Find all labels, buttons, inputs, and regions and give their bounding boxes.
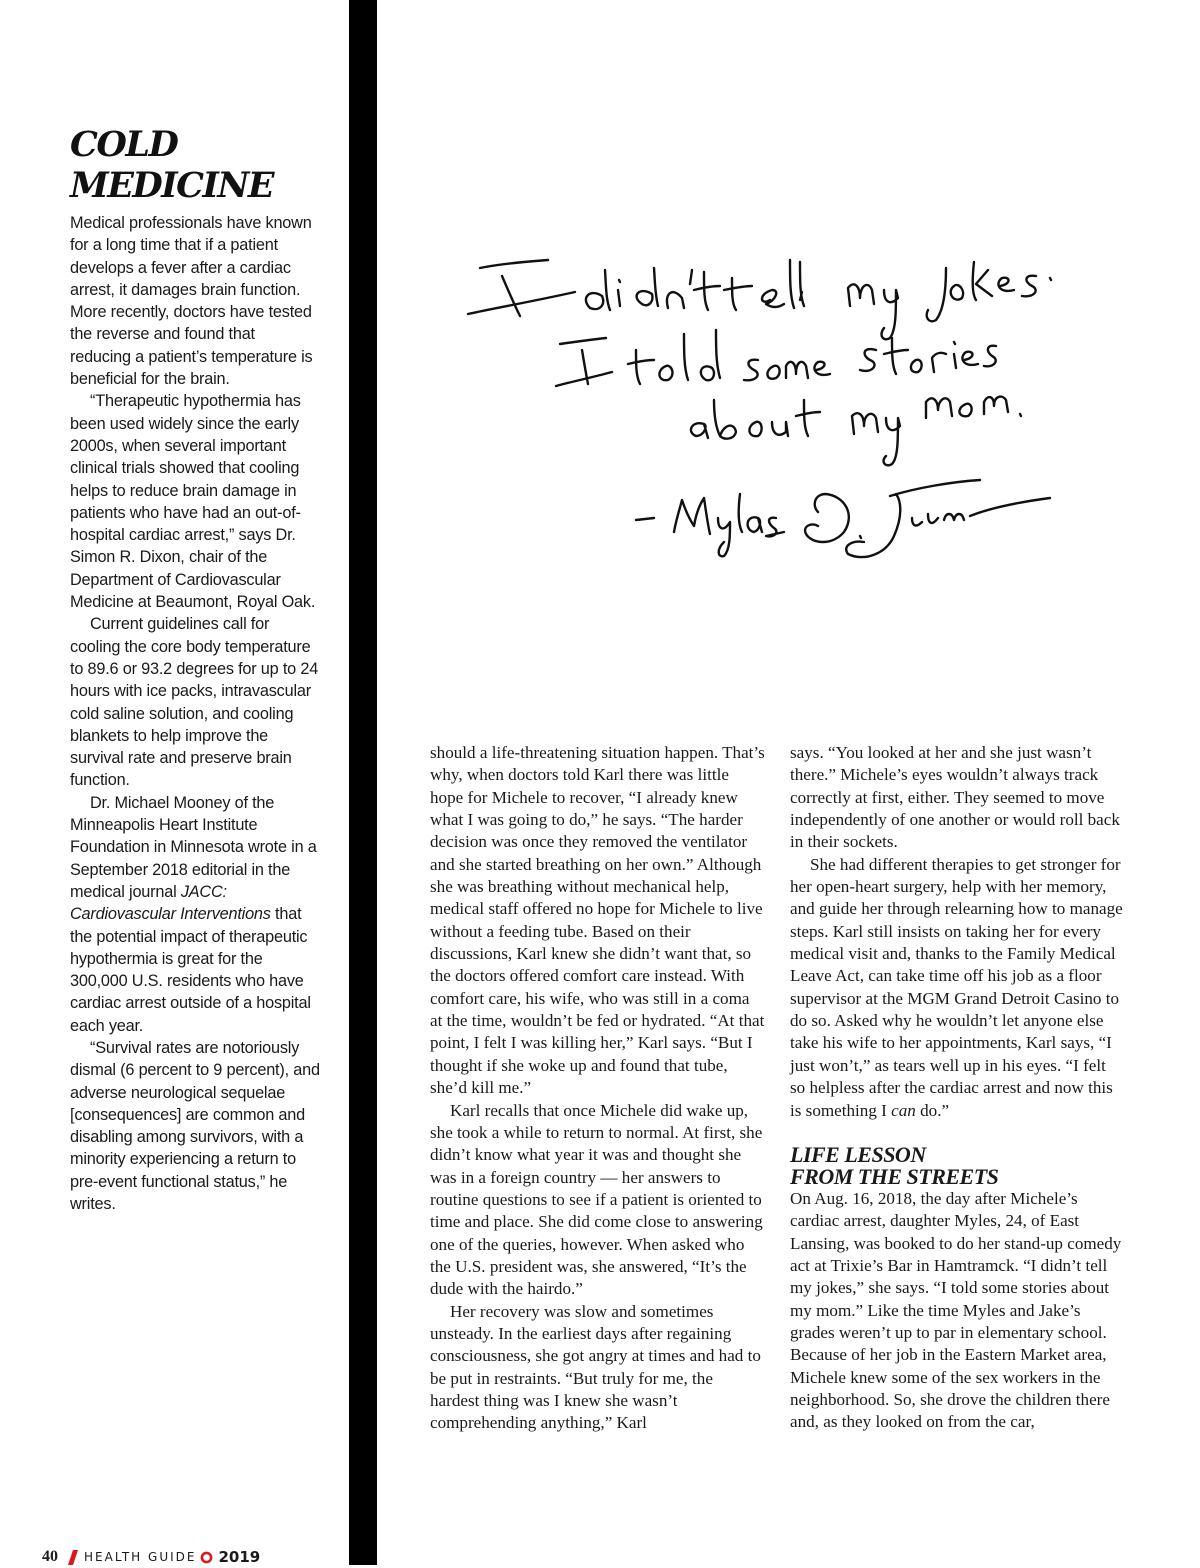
handwritten-note (440, 250, 1100, 570)
vertical-divider-bar (349, 0, 377, 1565)
journal-title: JACC: Cardiovascular Interventions (70, 882, 271, 924)
article-paragraph: On Aug. 16, 2018, the day after Michele’s cardiac arrest, daughter Myles, 24, of East Lansing, was booked to do her stand-up comedy act at Trixie’s Bar in Hamtramck. “I didn’t tell my jokes,” she says. “I told some stories about my mom.” Like the time Myles and Jake’s grades weren’t up to par in elementary school. Because of her job in the Eastern Market area, Michele knew some of the sex workers in the neighborhood. So, she drove the children there and, as they looked on from the car, (790, 1188, 1122, 1432)
article-paragraph: should a life-threatening situation happen. That’s why, when doctors told Karl there was little hope for Michele to recover, “I already knew what I was going to do,” he says. “The harder decision was once they removed the ventilator and she started breathing on her own.” Although she was breathing without mechanical help, medical staff offered no hope for Michele to live without a feeding tube. Based on their discussions, Karl knew she didn’t want that, so the doctors offered comfort care instead. With comfort care, his wife, who was still in a coma at the time, wouldn’t be fed or hydrated. “At that point, I felt I was killing her,” Karl says. “But I thought if she woke up and found that tube, she’d kill me.” (430, 743, 765, 1098)
sidebar-cold-medicine (70, 124, 320, 1215)
article-paragraph: Her recovery was slow and sometimes unsteady. In the earliest days after regaining consciousness, she got angry at times and had to be put in restraints. “But truly for me, the hardest thing was I knew she wasn’t comprehending anything,” Karl (430, 1301, 761, 1433)
section-subhead (790, 1141, 1125, 1189)
ring-icon (200, 1551, 213, 1564)
article-paragraph (790, 854, 1125, 1122)
sidebar-title-line2: MEDICINE (70, 165, 274, 206)
sidebar-text: Dr. Michael Mooney of the Minneapolis Heart Institute Foundation in Minnesota wrote in a September 2018 editorial in the medical journal (70, 793, 317, 901)
sidebar-paragraph: “Survival rates are notoriously dismal (6 percent to 9 percent), and adverse neurological sequelae [consequences] are common and disabling among survivors, with a minority experiencing a return to pre-event functional status,” he writes. (70, 1038, 320, 1214)
publication-name: HEALTH GUIDE (84, 1550, 197, 1564)
sidebar-paragraph: “Therapeutic hypothermia has been used widely since the early 2000s, when several important clinical trials showed that cooling helps to reduce brain damage in patients who have had an out-of-hospital cardiac arrest,” says Dr. Simon R. Dixon, chair of the Department of Cardiovascular Medicine at Beaumont, Royal Oak. (70, 392, 316, 612)
sidebar-paragraph: Current guidelines call for cooling the core body temperature to 89.6 or 93.2 degrees for up to 24 hours with ice packs, intravascular cold saline solution, and cooling blankets to help improve the survival rate and preserve brain function. (70, 615, 319, 790)
publication-year: 2019 (218, 1548, 261, 1566)
slash-icon (68, 1550, 78, 1565)
sidebar-paragraph: Medical professionals have known for a long time that if a patient develops a fever after a cardiac arrest, it damages brain function. More recently, doctors have tested the reverse and found that reducing a patient’s temperature is beneficial for the brain. (70, 214, 313, 389)
sidebar-text: that the potential impact of therapeutic hypothermia is great for the 300,000 U.S. residents who have cardiac arrest outside of a hospital each year. (70, 905, 311, 1035)
article-column-right (790, 742, 1125, 1434)
subhead-line2: FROM THE STREETS (790, 1163, 999, 1189)
article-text: do.” (915, 1100, 950, 1120)
sidebar-title-line1: COLD (70, 124, 178, 165)
sidebar-paragraph (70, 792, 320, 1037)
article-paragraph: says. “You looked at her and she just wasn’t there.” Michele’s eyes wouldn’t always track correctly at first, either. They seemed to move independently of one another or would roll back in their sockets. (790, 743, 1120, 852)
subhead-line1: LIFE LESSON (790, 1141, 926, 1167)
emphasis-text: can (891, 1100, 916, 1120)
article-column-middle (430, 742, 765, 1435)
article-text: She had different therapies to get stronger for her open-heart surgery, help with her memory, and guide her through relearning how to manage steps. Karl still insists on taking her for every medical visit and, thanks to the Family Medical Leave Act, can take time off his job as a floor supervisor at the MGM Grand Detroit Casino to do so. Asked why he wouldn’t let anyone else take his wife to her appointments, Karl says, “I just won’t,” as tears well up in his eyes. “I felt so helpless after the cardiac arrest and now this is something I (790, 854, 1123, 1120)
article-paragraph: Karl recalls that once Michele did wake up, she took a while to return to normal. At first, she didn’t know what year it was and thought she was in a foreign country — her answers to routine questions to see if a patient is oriented to time and place. She did come close to answering one of the queries, however. When asked who the U.S. president was, she answered, “It’s the dude with the hairdo.” (430, 1100, 763, 1299)
page-number: 40 (42, 1548, 58, 1565)
sidebar-title (70, 124, 320, 206)
